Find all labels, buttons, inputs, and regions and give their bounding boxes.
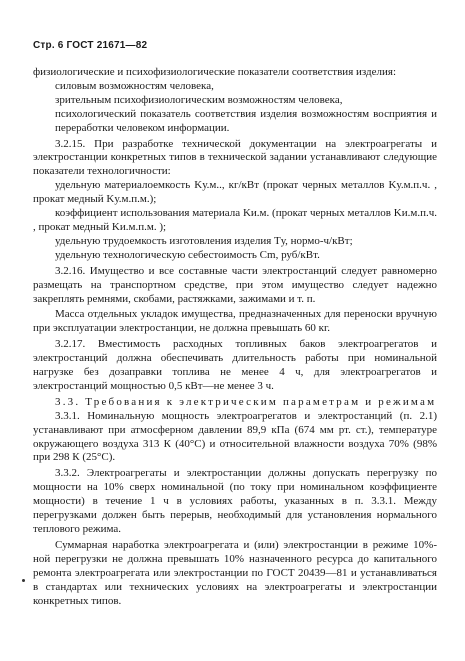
- paragraph-material-intensity: удельную материалоемкость Kу.м.., кг/кВт (прокат черных металлов Kу.м.п.ч. , прокат медный Kу.м.п.м.);: [33, 179, 437, 206]
- list-item-strength: силовым возможностям человека,: [55, 79, 214, 92]
- margin-dot: [22, 579, 25, 582]
- list-item-visual: зрительным психофизиологическим возможностям человека,: [55, 93, 343, 106]
- page-header: Стр. 6 ГОСТ 21671—82: [33, 40, 148, 51]
- paragraph-total-operation: Суммарная наработка электроагрегата и (или) электростанции в режиме 10%-ной перегрузки не должна превышать 10% назначенного ресурса до капитального ремонта электроагрегата или электростанции по ГОСТ 20439—81 и устанавливаться в стандартах или технических условиях на электроагрегаты и электростанции конкретных типов.: [33, 538, 437, 607]
- paragraph-3-2-17: 3.2.17. Вместимость расходных топливных баков электроагрегатов и электростанций должна обеспечивать длительность работы при номинальной нагрузке без дозаправки топлива не менее 4 ч, для электроагрегатов и электростанций мощностью 0,5 кВт—не менее 3 ч.: [33, 338, 437, 392]
- list-item-psychological: психологический показатель соответствия изделия возможностям восприятия и переработки человеком информации.: [55, 107, 437, 134]
- paragraph-3-3-2: 3.3.2. Электроагрегаты и электростанции должны допускать перегрузку по мощности на 10% сверх номинальной (по току при номинальном коэффициенте мощности) в течение 1 ч в условиях работы, указанных в п. 3.3.1. Между перегрузками должен быть перерыв, необходимый для установления нормального теплового режима.: [33, 467, 437, 535]
- paragraph-physiological: физиологические и психофизиологические показатели соответствия изделия:: [33, 66, 397, 78]
- paragraph-3-2-16: 3.2.16. Имущество и все составные части электростанций следует равномерно размещать на транспортном средстве, при этом имущество следует надежно закреплять ремнями, скобами, растяжками, зажимами и т. п.: [33, 264, 437, 305]
- paragraph-mass: Масса отдельных укладок имущества, предназначенных для переноски вручную при эксплуатации электростанции, не должна превышать 60 кг.: [33, 308, 437, 335]
- paragraph-material-utilization: коэффициент использования материала Kи.м. (прокат черных металлов Kи.м.п.ч. , прокат медный Kи.м.п.м. );: [33, 207, 437, 233]
- section-heading-3-3: 3.3. Требования к электрическим параметрам и режимам: [55, 395, 437, 408]
- paragraph-3-3-1: 3.3.1. Номинальную мощность электроагрегатов и электростанций (п. 2.1) устанавливают при атмосферном давлении 89,9 кПа (674 мм рт. ст.), температуре окружающего воздуха 313 К (40°С) и относительной влажности воздуха 70% (98% при 298 К (25°С).: [33, 409, 437, 464]
- document-body: [33, 66, 437, 608]
- paragraph-labor-intensity: удельную трудоемкость изготовления изделия Tу, нормо-ч/кВт;: [55, 234, 353, 247]
- paragraph-3-2-15: 3.2.15. При разработке технической документации на электроагрегаты и электростанции конкретных типов в технической задании устанавливают следующие показатели технологичности:: [33, 137, 437, 178]
- paragraph-cost: удельную технологическую себестоимость Cm, руб/кВт.: [55, 248, 320, 261]
